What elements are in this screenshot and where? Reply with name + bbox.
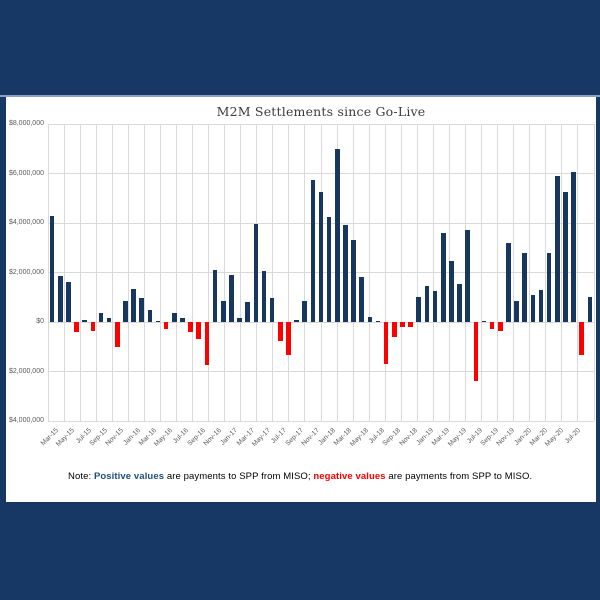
- gridline-v: [594, 124, 595, 421]
- bar-Oct-19: [498, 322, 503, 331]
- x-axis-tick-label: Jan-20: [513, 427, 533, 447]
- bar-Jan-16: [131, 289, 136, 322]
- bar-Aug-15: [91, 322, 96, 331]
- footnote-positive-values: Positive values: [93, 471, 165, 482]
- x-axis-tick-label: Nov-16: [202, 427, 223, 448]
- footnote: [68, 471, 538, 482]
- gridline-v: [144, 124, 145, 421]
- x-axis-tick-label: Jul-16: [172, 427, 191, 446]
- gridline-v: [577, 124, 578, 421]
- bar-May-16: [164, 322, 169, 329]
- bar-Mar-17: [245, 302, 250, 322]
- bar-Dec-18: [416, 297, 421, 322]
- x-axis-tick-label: Nov-18: [398, 427, 419, 448]
- bar-Aug-17: [286, 322, 291, 355]
- bar-May-20: [555, 176, 560, 322]
- gridline-v: [224, 124, 225, 421]
- bar-Nov-17: [311, 180, 316, 322]
- x-axis-tick-label: Nov-15: [104, 427, 126, 448]
- bar-Feb-16: [139, 298, 144, 322]
- gridline-v: [208, 124, 209, 421]
- x-axis-tick-label: May-18: [348, 427, 370, 448]
- x-axis-tick-label: Jul-17: [270, 427, 289, 446]
- footnote-prefix: Note:: [68, 471, 94, 482]
- x-axis-tick-label: Mar-20: [528, 427, 549, 448]
- bar-Sep-20: [588, 297, 593, 322]
- panel-top-hairline: [0, 95, 600, 97]
- x-axis-tick-label: Jan-17: [219, 427, 240, 447]
- gridline-v: [401, 124, 402, 421]
- x-axis-tick-label: Jul-15: [74, 427, 93, 446]
- bar-Jul-18: [376, 321, 381, 322]
- bar-Sep-19: [490, 322, 495, 329]
- bar-Jul-19: [474, 322, 479, 381]
- bar-Oct-16: [205, 322, 210, 365]
- y-axis-tick-label: $0: [36, 318, 44, 325]
- bar-Jul-17: [278, 322, 283, 341]
- gridline-v: [433, 124, 434, 421]
- y-axis-tick-label: $2,000,000: [8, 268, 44, 276]
- bar-Apr-20: [547, 253, 552, 322]
- bar-Jan-19: [425, 286, 430, 322]
- x-axis-tick-label: May-16: [153, 427, 175, 448]
- bar-Feb-18: [335, 149, 340, 322]
- gridline-v: [288, 124, 289, 421]
- x-axis-tick-label: Mar-15: [39, 427, 61, 448]
- gridline-v: [304, 124, 305, 421]
- bar-Jun-19: [465, 230, 470, 322]
- x-axis-tick-label: Mar-16: [137, 427, 158, 448]
- gridline-v: [369, 124, 370, 421]
- x-axis-tick-label: Jan-18: [317, 427, 338, 447]
- bar-Dec-16: [221, 301, 226, 322]
- gridline-v: [497, 124, 498, 421]
- x-axis-tick-label: Jul-18: [367, 427, 386, 446]
- bar-Apr-19: [449, 261, 454, 322]
- bar-Oct-17: [302, 301, 307, 322]
- bar-Mar-16: [148, 310, 153, 322]
- gridline-v: [96, 124, 97, 421]
- bar-Apr-16: [156, 321, 161, 322]
- x-axis-tick-label: May-20: [544, 427, 566, 448]
- gridline-v: [48, 124, 49, 421]
- footnote-negative-values: negative values: [313, 471, 386, 482]
- chart-title: M2M Settlements since Go-Live: [216, 104, 426, 119]
- bar-Oct-18: [400, 322, 405, 327]
- gridline-v: [272, 124, 273, 421]
- x-axis-tick-label: Jul-20: [563, 427, 582, 446]
- bar-Aug-18: [384, 322, 389, 364]
- gridline-v: [417, 124, 418, 421]
- x-axis-tick-label: Sep-17: [284, 427, 305, 448]
- bar-Jul-20: [571, 172, 576, 322]
- gridline-v: [112, 124, 113, 421]
- y-axis-tick-label: $4,000,000: [8, 417, 44, 424]
- bar-Feb-17: [237, 318, 242, 322]
- bar-Jan-20: [522, 253, 527, 322]
- bar-May-15: [66, 282, 71, 322]
- bar-Feb-19: [433, 291, 438, 322]
- gridline-v: [64, 124, 65, 421]
- bar-May-18: [359, 277, 364, 322]
- gridline-v: [481, 124, 482, 421]
- x-axis-tick-label: Sep-16: [186, 427, 207, 448]
- bar-Jun-15: [74, 322, 79, 332]
- bar-Aug-20: [579, 322, 584, 355]
- bar-Dec-17: [319, 192, 324, 322]
- x-axis-tick-label: Jan-16: [121, 427, 142, 447]
- gridline-v: [192, 124, 193, 421]
- bar-Apr-18: [351, 240, 356, 322]
- gridline-v: [128, 124, 129, 421]
- x-axis-tick-label: Jan-19: [415, 427, 435, 447]
- bar-Jul-16: [180, 318, 185, 322]
- bar-Dec-15: [123, 301, 128, 322]
- gridline-v: [513, 124, 514, 421]
- bar-Aug-16: [188, 322, 193, 332]
- footnote-middle: are payments to SPP from MISO;: [164, 471, 314, 482]
- bar-Nov-15: [115, 322, 120, 347]
- bar-Jun-20: [563, 192, 568, 322]
- bar-Mar-18: [343, 225, 348, 322]
- plot-area: [48, 124, 594, 421]
- y-axis-tick-label: $6,000,000: [8, 169, 44, 177]
- bar-Apr-17: [254, 224, 259, 322]
- x-axis-tick-label: Sep-18: [381, 427, 403, 448]
- y-axis-tick-label: $4,000,000: [8, 219, 44, 226]
- bar-Oct-15: [107, 318, 112, 322]
- bar-Jul-15: [82, 320, 87, 322]
- bar-Jan-17: [229, 275, 234, 322]
- bar-Sep-16: [196, 322, 201, 339]
- y-axis-tick-label: $8,000,000: [8, 120, 44, 127]
- bar-Jun-16: [172, 313, 177, 322]
- x-axis-tick-label: Sep-19: [479, 427, 501, 448]
- x-axis-tick-label: May-19: [446, 427, 468, 448]
- x-axis-tick-label: Nov-17: [300, 427, 321, 448]
- bar-Jan-18: [327, 217, 332, 322]
- x-axis-tick-label: Mar-18: [333, 427, 354, 448]
- bar-Nov-18: [408, 322, 413, 327]
- bar-May-19: [457, 284, 462, 322]
- bar-Aug-19: [482, 321, 487, 322]
- x-axis-tick-label: May-17: [250, 427, 272, 448]
- bar-Jun-17: [270, 298, 275, 322]
- x-axis-tick-label: May-15: [55, 427, 77, 448]
- bar-Apr-15: [58, 276, 63, 322]
- gridline-v: [160, 124, 161, 421]
- bar-Sep-18: [392, 322, 397, 337]
- x-axis-tick-label: Mar-17: [235, 427, 256, 448]
- bar-Dec-19: [514, 301, 519, 322]
- x-axis-tick-label: Mar-19: [431, 427, 452, 448]
- gridline-v: [385, 124, 386, 421]
- bar-Sep-15: [99, 313, 104, 322]
- gridline-v: [80, 124, 81, 421]
- footnote-suffix: are payments from SPP to MISO.: [385, 471, 533, 482]
- bar-Mar-15: [50, 216, 55, 322]
- gridline-v: [176, 124, 177, 421]
- bar-Sep-17: [294, 320, 299, 322]
- bar-Nov-19: [506, 243, 511, 322]
- bar-Nov-16: [213, 270, 218, 322]
- bar-Jun-18: [368, 317, 373, 322]
- gridline-v: [529, 124, 530, 421]
- bar-Feb-20: [531, 295, 536, 322]
- x-axis-tick-label: Sep-15: [88, 427, 109, 448]
- bar-May-17: [262, 271, 267, 322]
- bar-Mar-19: [441, 233, 446, 322]
- y-axis-tick-label: $2,000,000: [8, 367, 44, 375]
- x-axis-tick-label: Jul-19: [465, 427, 484, 446]
- x-axis-tick-label: Nov-19: [495, 427, 517, 448]
- bar-Mar-20: [539, 290, 544, 322]
- gridline-v: [240, 124, 241, 421]
